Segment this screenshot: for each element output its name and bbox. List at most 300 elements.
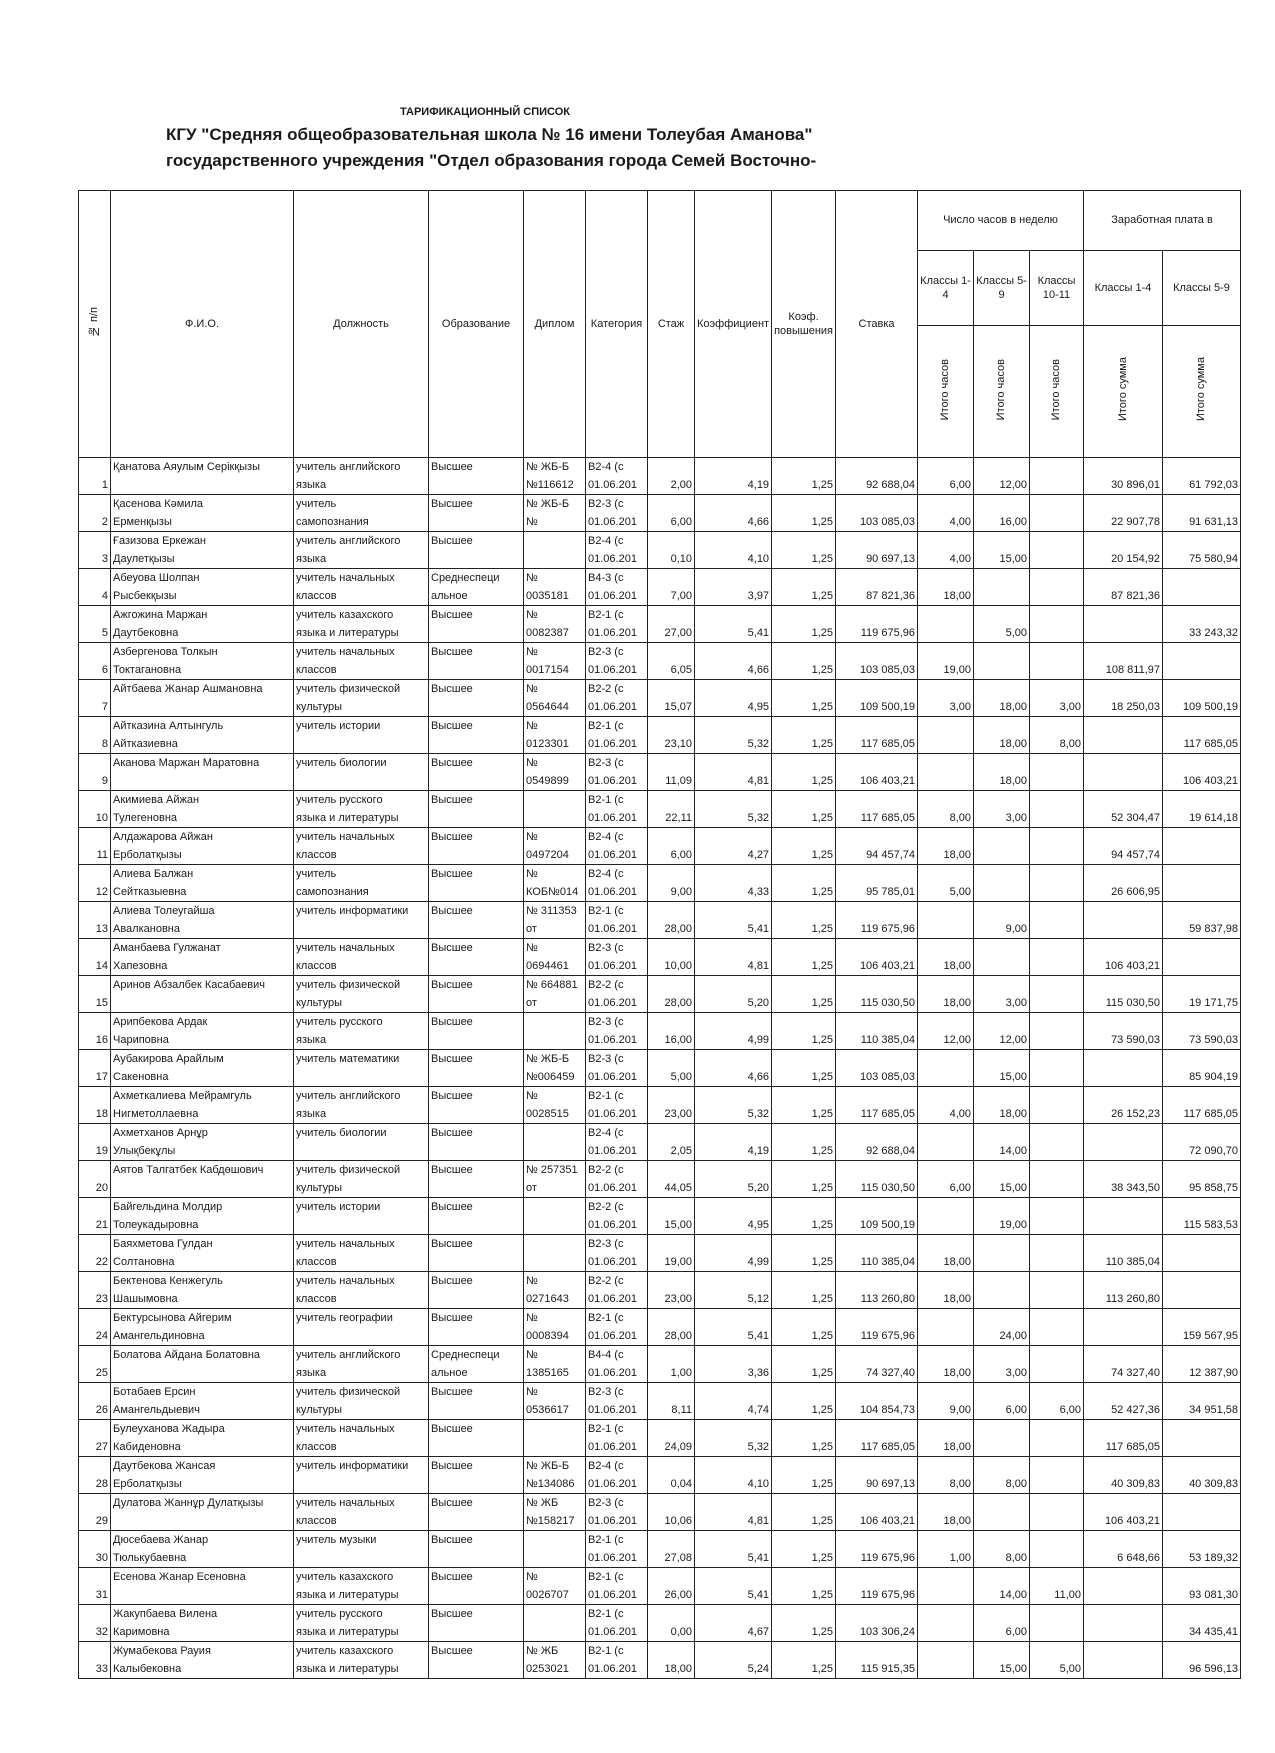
table-row: [79, 606, 1241, 643]
cell-experience: 28,00: [648, 1309, 695, 1346]
cell-teacher-position: учитель русского языка и литературы: [294, 1605, 429, 1642]
cell-teacher-name: Жумабекова Рауия Калыбековна: [111, 1642, 294, 1679]
cell-salary-1-4: 106 403,21: [1084, 1494, 1163, 1531]
cell-salary-1-4: 115 030,50: [1084, 976, 1163, 1013]
cell-teacher-position: учитель казахского языка и литературы: [294, 1642, 429, 1679]
cell-category: B2-1 (с 01.06.201: [586, 606, 648, 643]
cell-experience: 1,00: [648, 1346, 695, 1383]
cell-teacher-name: Аринов Абзалбек Касабаевич: [111, 976, 294, 1013]
cell-hours-5-9: 18,00: [974, 680, 1030, 717]
cell-experience: 24,09: [648, 1420, 695, 1457]
cell-coefficient: 5,41: [695, 1309, 772, 1346]
cell-hours-5-9: 6,00: [974, 1605, 1030, 1642]
cell-hours-10-11: [1030, 1346, 1084, 1383]
table-row: [79, 569, 1241, 606]
cell-diploma: № 0497204: [524, 828, 586, 865]
cell-education: Высшее: [429, 606, 524, 643]
cell-experience: 0,04: [648, 1457, 695, 1494]
table-row: [79, 1457, 1241, 1494]
cell-hours-5-9: 8,00: [974, 1457, 1030, 1494]
cell-coef-increase: 1,25: [772, 865, 836, 902]
cell-hours-5-9: 18,00: [974, 1087, 1030, 1124]
cell-coefficient: 5,41: [695, 606, 772, 643]
col-header-hours-5-9: Классы 5-9: [974, 251, 1030, 326]
cell-coef-increase: 1,25: [772, 1161, 836, 1198]
cell-salary-1-4: 22 907,78: [1084, 495, 1163, 532]
cell-diploma: [524, 1013, 586, 1050]
cell-coef-increase: 1,25: [772, 717, 836, 754]
cell-rate: 110 385,04: [836, 1235, 918, 1272]
cell-coef-increase: 1,25: [772, 754, 836, 791]
cell-hours-1-4: 19,00: [918, 643, 974, 680]
cell-diploma: № 1385165: [524, 1346, 586, 1383]
cell-coef-increase: 1,25: [772, 569, 836, 606]
cell-education: Высшее: [429, 1198, 524, 1235]
cell-hours-10-11: 5,00: [1030, 1642, 1084, 1679]
cell-hours-10-11: [1030, 754, 1084, 791]
cell-experience: 27,08: [648, 1531, 695, 1568]
cell-salary-1-4: 52 427,36: [1084, 1383, 1163, 1420]
cell-hours-1-4: [918, 1309, 974, 1346]
cell-experience: 16,00: [648, 1013, 695, 1050]
cell-salary-5-9: 73 590,03: [1163, 1013, 1241, 1050]
cell-education: Высшее: [429, 828, 524, 865]
cell-education: Высшее: [429, 1087, 524, 1124]
cell-coef-increase: 1,25: [772, 1420, 836, 1457]
cell-experience: 6,05: [648, 643, 695, 680]
cell-salary-1-4: 26 152,23: [1084, 1087, 1163, 1124]
organization-title-line-2: государственного учреждения "Отдел образования города Семей Восточно-: [166, 151, 817, 170]
cell-salary-5-9: 75 580,94: [1163, 532, 1241, 569]
cell-experience: 44,05: [648, 1161, 695, 1198]
table-row: [79, 939, 1241, 976]
cell-coefficient: 5,20: [695, 1161, 772, 1198]
cell-experience: 6,00: [648, 495, 695, 532]
cell-salary-5-9: [1163, 865, 1241, 902]
cell-hours-1-4: 18,00: [918, 569, 974, 606]
cell-salary-5-9: [1163, 569, 1241, 606]
cell-coefficient: 4,66: [695, 643, 772, 680]
cell-salary-1-4: 6 648,66: [1084, 1531, 1163, 1568]
cell-hours-1-4: 18,00: [918, 1494, 974, 1531]
table-row: [79, 1198, 1241, 1235]
cell-category: B2-1 (с 01.06.201: [586, 1642, 648, 1679]
cell-teacher-position: учитель начальных классов: [294, 828, 429, 865]
cell-teacher-name: Қасенова Кәмила Ерменқызы: [111, 495, 294, 532]
cell-experience: 0,00: [648, 1605, 695, 1642]
cell-coefficient: 5,24: [695, 1642, 772, 1679]
cell-hours-10-11: [1030, 532, 1084, 569]
cell-hours-1-4: 4,00: [918, 495, 974, 532]
cell-education: Высшее: [429, 1161, 524, 1198]
cell-hours-10-11: [1030, 1050, 1084, 1087]
cell-row-number: 2: [79, 495, 111, 532]
cell-salary-5-9: [1163, 1272, 1241, 1309]
cell-salary-5-9: 115 583,53: [1163, 1198, 1241, 1235]
cell-education: Среднеспеци альное: [429, 569, 524, 606]
cell-hours-10-11: [1030, 1272, 1084, 1309]
cell-hours-5-9: [974, 865, 1030, 902]
cell-hours-10-11: [1030, 1605, 1084, 1642]
cell-hours-1-4: 18,00: [918, 1420, 974, 1457]
table-row: [79, 532, 1241, 569]
cell-salary-1-4: 38 343,50: [1084, 1161, 1163, 1198]
cell-hours-1-4: 18,00: [918, 1235, 974, 1272]
table-row: [79, 1013, 1241, 1050]
cell-hours-1-4: 9,00: [918, 1383, 974, 1420]
cell-category: B2-1 (с 01.06.201: [586, 1531, 648, 1568]
cell-hours-5-9: 5,00: [974, 606, 1030, 643]
cell-hours-5-9: 6,00: [974, 1383, 1030, 1420]
cell-experience: 11,09: [648, 754, 695, 791]
col-header-experience: Стаж: [648, 191, 695, 458]
cell-hours-10-11: 6,00: [1030, 1383, 1084, 1420]
cell-coefficient: 4,27: [695, 828, 772, 865]
table-row: [79, 1420, 1241, 1457]
cell-diploma: [524, 1198, 586, 1235]
cell-rate: 103 306,24: [836, 1605, 918, 1642]
table-row: [79, 1605, 1241, 1642]
cell-hours-1-4: [918, 1050, 974, 1087]
cell-row-number: 10: [79, 791, 111, 828]
cell-teacher-position: учитель информатики: [294, 902, 429, 939]
cell-salary-5-9: [1163, 643, 1241, 680]
col-header-hours-1-4: Классы 1-4: [918, 251, 974, 326]
cell-hours-10-11: [1030, 1124, 1084, 1161]
cell-salary-1-4: [1084, 1605, 1163, 1642]
cell-coef-increase: 1,25: [772, 1346, 836, 1383]
col-header-total-hours-5-9: Итого часов: [974, 326, 1030, 458]
cell-diploma: [524, 532, 586, 569]
cell-diploma: № ЖБ-Б №: [524, 495, 586, 532]
table-row: [79, 976, 1241, 1013]
cell-diploma: № 0549899: [524, 754, 586, 791]
cell-experience: 19,00: [648, 1235, 695, 1272]
cell-education: Высшее: [429, 1457, 524, 1494]
cell-diploma: № КОБ№014: [524, 865, 586, 902]
cell-hours-10-11: [1030, 828, 1084, 865]
cell-hours-1-4: 8,00: [918, 791, 974, 828]
cell-hours-5-9: 14,00: [974, 1568, 1030, 1605]
cell-teacher-name: Баяхметова Гулдан Солтановна: [111, 1235, 294, 1272]
cell-hours-10-11: [1030, 865, 1084, 902]
col-header-position: Должность: [294, 191, 429, 458]
cell-teacher-name: Дюсебаева Жанар Тюлькубаевна: [111, 1531, 294, 1568]
cell-row-number: 23: [79, 1272, 111, 1309]
cell-diploma: № 0564644: [524, 680, 586, 717]
table-row: [79, 1235, 1241, 1272]
cell-row-number: 29: [79, 1494, 111, 1531]
cell-hours-10-11: [1030, 1531, 1084, 1568]
cell-teacher-name: Бектурсынова Айгерим Амангельдиновна: [111, 1309, 294, 1346]
cell-education: Высшее: [429, 1272, 524, 1309]
cell-salary-1-4: 30 896,01: [1084, 458, 1163, 495]
table-row: [79, 495, 1241, 532]
cell-row-number: 9: [79, 754, 111, 791]
cell-experience: 2,05: [648, 1124, 695, 1161]
cell-hours-5-9: 3,00: [974, 791, 1030, 828]
cell-diploma: № 0028515: [524, 1087, 586, 1124]
cell-teacher-name: Алиева Толеугайша Авалкановна: [111, 902, 294, 939]
cell-row-number: 26: [79, 1383, 111, 1420]
cell-teacher-name: Айтказина Алтынгуль Айтказиевна: [111, 717, 294, 754]
cell-salary-1-4: 94 457,74: [1084, 828, 1163, 865]
cell-salary-5-9: 33 243,32: [1163, 606, 1241, 643]
cell-rate: 110 385,04: [836, 1013, 918, 1050]
col-header-num: № п/п: [79, 191, 111, 458]
cell-hours-1-4: 4,00: [918, 532, 974, 569]
cell-teacher-name: Айтбаева Жанар Ашмановна: [111, 680, 294, 717]
cell-experience: 23,00: [648, 1087, 695, 1124]
table-row: [79, 1272, 1241, 1309]
cell-teacher-position: учитель физической культуры: [294, 1161, 429, 1198]
table-row: [79, 717, 1241, 754]
cell-hours-1-4: 1,00: [918, 1531, 974, 1568]
table-row: [79, 1124, 1241, 1161]
cell-coef-increase: 1,25: [772, 939, 836, 976]
cell-teacher-name: Байгельдина Молдир Толеукадыровна: [111, 1198, 294, 1235]
cell-coef-increase: 1,25: [772, 1050, 836, 1087]
table-header: [79, 191, 1241, 458]
cell-hours-10-11: [1030, 976, 1084, 1013]
cell-teacher-name: Аканова Маржан Маратовна: [111, 754, 294, 791]
col-header-salary-5-9: Классы 5-9: [1163, 251, 1241, 326]
cell-category: B4-3 (с 01.06.201: [586, 569, 648, 606]
cell-coefficient: 3,36: [695, 1346, 772, 1383]
cell-hours-10-11: [1030, 902, 1084, 939]
cell-teacher-position: учитель казахского языка и литературы: [294, 1568, 429, 1605]
cell-rate: 74 327,40: [836, 1346, 918, 1383]
cell-hours-5-9: [974, 828, 1030, 865]
col-header-diploma: Диплом: [524, 191, 586, 458]
cell-coefficient: 4,67: [695, 1605, 772, 1642]
cell-education: Высшее: [429, 1568, 524, 1605]
cell-hours-5-9: 12,00: [974, 1013, 1030, 1050]
cell-hours-1-4: 6,00: [918, 458, 974, 495]
cell-salary-1-4: [1084, 1309, 1163, 1346]
cell-coefficient: 4,81: [695, 1494, 772, 1531]
cell-education: Среднеспеци альное: [429, 1346, 524, 1383]
cell-row-number: 13: [79, 902, 111, 939]
cell-salary-1-4: [1084, 1124, 1163, 1161]
cell-category: B2-2 (с 01.06.201: [586, 1272, 648, 1309]
cell-row-number: 5: [79, 606, 111, 643]
cell-row-number: 1: [79, 458, 111, 495]
cell-hours-10-11: [1030, 495, 1084, 532]
cell-hours-1-4: [918, 717, 974, 754]
cell-hours-10-11: 3,00: [1030, 680, 1084, 717]
cell-experience: 2,00: [648, 458, 695, 495]
cell-rate: 106 403,21: [836, 754, 918, 791]
cell-category: B2-3 (с 01.06.201: [586, 1383, 648, 1420]
cell-category: B2-4 (с 01.06.201: [586, 865, 648, 902]
table-row: [79, 902, 1241, 939]
cell-salary-5-9: 12 387,90: [1163, 1346, 1241, 1383]
cell-coefficient: 4,66: [695, 1050, 772, 1087]
cell-diploma: № 0694461: [524, 939, 586, 976]
cell-experience: 27,00: [648, 606, 695, 643]
col-header-hours-10-11: Классы 10-11: [1030, 251, 1084, 326]
cell-category: B4-4 (с 01.06.201: [586, 1346, 648, 1383]
cell-diploma: № 0035181: [524, 569, 586, 606]
cell-experience: 5,00: [648, 1050, 695, 1087]
cell-row-number: 32: [79, 1605, 111, 1642]
cell-row-number: 30: [79, 1531, 111, 1568]
cell-education: Высшее: [429, 1124, 524, 1161]
cell-category: B2-3 (с 01.06.201: [586, 939, 648, 976]
cell-teacher-name: Булеуханова Жадыра Кабиденовна: [111, 1420, 294, 1457]
cell-teacher-position: учитель английского языка: [294, 1087, 429, 1124]
cell-experience: 23,00: [648, 1272, 695, 1309]
cell-rate: 104 854,73: [836, 1383, 918, 1420]
cell-hours-1-4: [918, 754, 974, 791]
cell-rate: 94 457,74: [836, 828, 918, 865]
cell-category: B2-2 (с 01.06.201: [586, 1198, 648, 1235]
cell-category: B2-2 (с 01.06.201: [586, 1161, 648, 1198]
cell-diploma: [524, 1531, 586, 1568]
cell-teacher-position: учитель начальных классов: [294, 569, 429, 606]
cell-teacher-name: Ботабаев Ерсин Амангельдыевич: [111, 1383, 294, 1420]
cell-hours-10-11: [1030, 1235, 1084, 1272]
cell-teacher-name: Аубакирова Арайлым Сакеновна: [111, 1050, 294, 1087]
cell-coef-increase: 1,25: [772, 1457, 836, 1494]
cell-hours-10-11: [1030, 569, 1084, 606]
cell-teacher-position: учитель истории: [294, 1198, 429, 1235]
cell-hours-5-9: 8,00: [974, 1531, 1030, 1568]
cell-category: B2-4 (с 01.06.201: [586, 458, 648, 495]
cell-hours-1-4: 12,00: [918, 1013, 974, 1050]
cell-hours-5-9: [974, 939, 1030, 976]
cell-coefficient: 5,20: [695, 976, 772, 1013]
cell-diploma: № 0123301: [524, 717, 586, 754]
cell-rate: 90 697,13: [836, 1457, 918, 1494]
cell-coef-increase: 1,25: [772, 1235, 836, 1272]
cell-teacher-position: учитель казахского языка и литературы: [294, 606, 429, 643]
cell-coefficient: 5,32: [695, 1087, 772, 1124]
cell-teacher-name: Бектенова Кенжегуль Шашымовна: [111, 1272, 294, 1309]
cell-coefficient: 5,41: [695, 1531, 772, 1568]
cell-coefficient: 4,10: [695, 1457, 772, 1494]
cell-salary-1-4: [1084, 902, 1163, 939]
cell-rate: 119 675,96: [836, 1309, 918, 1346]
cell-hours-5-9: [974, 1272, 1030, 1309]
cell-salary-5-9: 106 403,21: [1163, 754, 1241, 791]
cell-teacher-position: учитель русского языка и литературы: [294, 791, 429, 828]
cell-education: Высшее: [429, 902, 524, 939]
cell-row-number: 3: [79, 532, 111, 569]
cell-hours-1-4: 18,00: [918, 939, 974, 976]
cell-rate: 115 915,35: [836, 1642, 918, 1679]
cell-teacher-name: Аманбаева Гулжанат Хапезовна: [111, 939, 294, 976]
cell-hours-1-4: [918, 902, 974, 939]
cell-coef-increase: 1,25: [772, 1494, 836, 1531]
cell-row-number: 25: [79, 1346, 111, 1383]
cell-education: Высшее: [429, 939, 524, 976]
cell-coef-increase: 1,25: [772, 1124, 836, 1161]
cell-diploma: № ЖБ-Б №134086: [524, 1457, 586, 1494]
cell-coef-increase: 1,25: [772, 1605, 836, 1642]
cell-row-number: 19: [79, 1124, 111, 1161]
cell-salary-1-4: [1084, 606, 1163, 643]
cell-hours-10-11: [1030, 791, 1084, 828]
col-header-education: Образование: [429, 191, 524, 458]
cell-hours-10-11: 8,00: [1030, 717, 1084, 754]
cell-row-number: 31: [79, 1568, 111, 1605]
cell-rate: 103 085,03: [836, 643, 918, 680]
cell-teacher-position: учитель биологии: [294, 754, 429, 791]
cell-rate: 113 260,80: [836, 1272, 918, 1309]
cell-salary-1-4: 73 590,03: [1084, 1013, 1163, 1050]
cell-education: Высшее: [429, 1642, 524, 1679]
cell-hours-1-4: 4,00: [918, 1087, 974, 1124]
cell-teacher-name: Есенова Жанар Есеновна: [111, 1568, 294, 1605]
cell-row-number: 27: [79, 1420, 111, 1457]
cell-experience: 7,00: [648, 569, 695, 606]
cell-teacher-name: Болатова Айдана Болатовна: [111, 1346, 294, 1383]
cell-education: Высшее: [429, 643, 524, 680]
cell-coefficient: 4,81: [695, 939, 772, 976]
cell-category: B2-3 (с 01.06.201: [586, 1235, 648, 1272]
cell-teacher-position: учитель истории: [294, 717, 429, 754]
cell-coefficient: 4,95: [695, 680, 772, 717]
cell-rate: 117 685,05: [836, 1087, 918, 1124]
cell-experience: 8,11: [648, 1383, 695, 1420]
cell-category: B2-1 (с 01.06.201: [586, 902, 648, 939]
cell-salary-5-9: 93 081,30: [1163, 1568, 1241, 1605]
cell-category: B2-3 (с 01.06.201: [586, 1013, 648, 1050]
cell-coefficient: 5,41: [695, 902, 772, 939]
cell-coef-increase: 1,25: [772, 1531, 836, 1568]
cell-hours-5-9: 18,00: [974, 754, 1030, 791]
cell-experience: 10,00: [648, 939, 695, 976]
cell-hours-5-9: 9,00: [974, 902, 1030, 939]
cell-diploma: № ЖБ №158217: [524, 1494, 586, 1531]
cell-hours-5-9: 15,00: [974, 1050, 1030, 1087]
cell-teacher-position: учитель английского языка: [294, 458, 429, 495]
cell-coefficient: 4,99: [695, 1235, 772, 1272]
cell-experience: 28,00: [648, 976, 695, 1013]
cell-diploma: № ЖБ-Б №116612: [524, 458, 586, 495]
cell-hours-5-9: 24,00: [974, 1309, 1030, 1346]
cell-salary-5-9: 19 614,18: [1163, 791, 1241, 828]
cell-salary-5-9: 34 435,41: [1163, 1605, 1241, 1642]
cell-coefficient: 3,97: [695, 569, 772, 606]
col-header-salary-1-4: Классы 1-4: [1084, 251, 1163, 326]
cell-education: Высшее: [429, 1420, 524, 1457]
cell-teacher-position: учитель начальных классов: [294, 1235, 429, 1272]
cell-salary-1-4: 87 821,36: [1084, 569, 1163, 606]
cell-salary-1-4: 18 250,03: [1084, 680, 1163, 717]
table-body: [79, 458, 1241, 1679]
cell-teacher-name: Алдажарова Айжан Ерболатқызы: [111, 828, 294, 865]
cell-salary-1-4: 20 154,92: [1084, 532, 1163, 569]
cell-salary-5-9: 117 685,05: [1163, 717, 1241, 754]
cell-rate: 106 403,21: [836, 939, 918, 976]
cell-teacher-name: Ғазизова Еркежан Даулетқызы: [111, 532, 294, 569]
table-row: [79, 1383, 1241, 1420]
cell-row-number: 11: [79, 828, 111, 865]
cell-salary-5-9: 85 904,19: [1163, 1050, 1241, 1087]
cell-experience: 15,00: [648, 1198, 695, 1235]
cell-rate: 109 500,19: [836, 680, 918, 717]
cell-coefficient: 4,10: [695, 532, 772, 569]
cell-row-number: 24: [79, 1309, 111, 1346]
cell-salary-1-4: 52 304,47: [1084, 791, 1163, 828]
cell-salary-5-9: [1163, 828, 1241, 865]
cell-row-number: 22: [79, 1235, 111, 1272]
cell-category: B2-3 (с 01.06.201: [586, 643, 648, 680]
cell-coefficient: 4,66: [695, 495, 772, 532]
